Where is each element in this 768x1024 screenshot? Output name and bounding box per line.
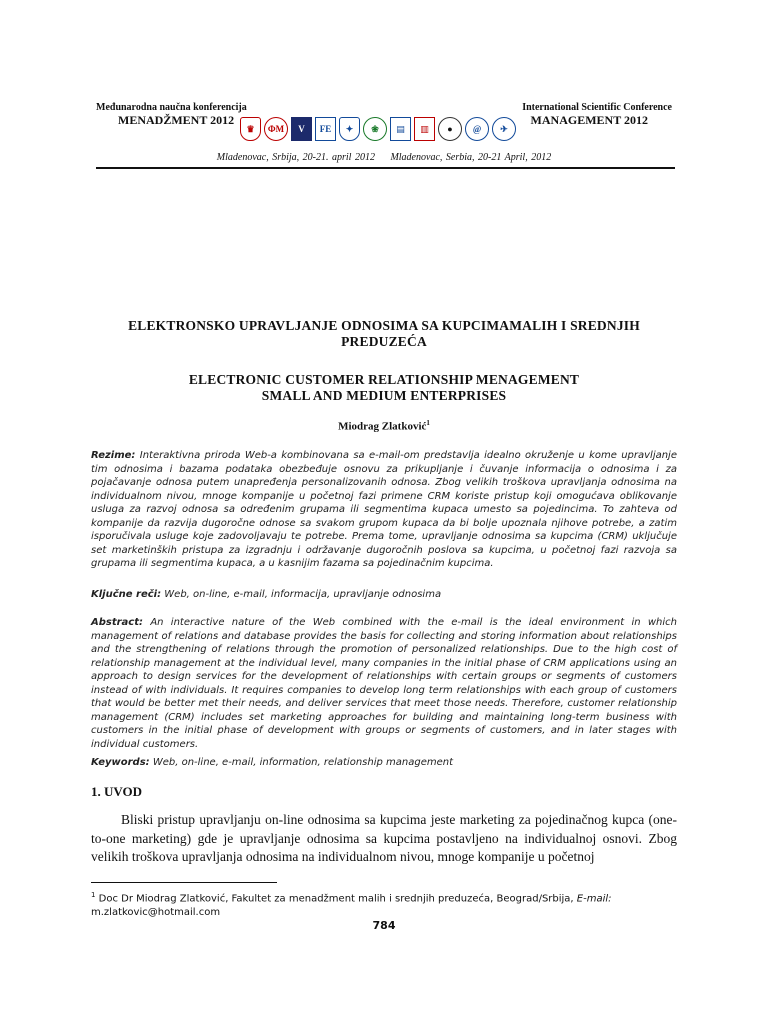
abstract-block: [91, 616, 677, 751]
conference-title-en: MANAGEMENT 2012: [530, 113, 648, 127]
footnote: [91, 888, 677, 920]
conference-dates: [0, 152, 768, 163]
keywords-sr-text: Web, on-line, e-mail, informacija, upravljanje odnosima: [161, 589, 442, 600]
title-sr-line1: ELEKTRONSKO UPRAVLJANJE ODNOSIMA SA KUPCIMAMALIH I SREDNJIH: [128, 318, 640, 333]
header-divider: [96, 167, 675, 169]
wings-emblem-icon: ✈: [492, 117, 516, 141]
author-footnote-mark: 1: [426, 419, 430, 427]
conference-header-sr: [96, 101, 247, 127]
v-logo-icon: V: [291, 117, 312, 141]
page-number: 784: [372, 919, 396, 932]
body-text: Bliski pristup upravljanju on-line odnosima sa kupcima jeste marketing za pojedinačnog kupca (one-to-one marketing) gde je upravljanje odnosima sa kupcima postavljeno na individualnoj osnovi. Zbog velikih troškova upravljanja odnosima na individualnom nivou, mnoge kompanije u početnoj: [91, 812, 677, 864]
e-logo-icon: @: [465, 117, 489, 141]
paper-title-en: [80, 372, 688, 404]
footnote-divider: [91, 882, 277, 883]
sponsor-logos: [240, 112, 516, 146]
conference-header-en: [522, 101, 672, 127]
section-heading: 1. UVOD: [91, 784, 143, 799]
shield-logo-icon: ✦: [339, 117, 360, 141]
title-en-line1: ELECTRONIC CUSTOMER RELATIONSHIP MENAGEMENT: [188, 372, 580, 387]
conference-title-sr: MENADŽMENT 2012: [118, 113, 235, 127]
keywords-en-label: Keywords:: [91, 757, 150, 768]
rezime-block: [91, 449, 677, 571]
conference-name-sr: Međunarodna naučna konferencija: [96, 102, 247, 113]
footnote-text: Doc Dr Miodrag Zlatković, Fakultet za menadžment malih i srednjih preduzeća, Beograd/Srbija,: [95, 893, 577, 905]
author-name-text: Miodrag Zlatković: [338, 420, 427, 433]
abstract-label: Abstract:: [91, 617, 144, 628]
keywords-en-block: [91, 756, 677, 770]
title-en-line2: SMALL AND MEDIUM ENTERPRISES: [261, 388, 507, 403]
title-sr-line2: PREDUZEĆA: [341, 334, 427, 349]
keywords-sr-block: [91, 588, 677, 602]
university-logo-icon: ▥: [414, 117, 435, 141]
round-logo-icon: ●: [438, 117, 462, 141]
rezime-text: Interaktivna priroda Web-a kombinovana sa e-mail-om predstavlja idealno okruženje u kome upravljanje tim odnosima i bazama podataka obezbeđuje osnovu za prikupljanje i čuvanje informacija o odnosima i za pojačavanje odnosa putem unapređenja personalizovanih odnosa. Zbog velikih troškova upravljanja odnosima na individualnom nivou, mnoge kompanije u početnoj fazi primene CRM koriste pristup koji omogućava oblikovanje usluga za razvoj odnosa sa određenim grupama ili segmentima kupaca umesto sa pojedincima. To zahteva od kompanije da razvija dugoročne odnose sa svakom grupom kupaca da bi bolje upoznala njihove potrebe, a zatim isporučivala usluge koje zadovoljavaju te potrebe. Prema tome, upravljanje odnosima sa kupcima (CRM) uključuje set marketinških pristupa za izgradnju i održavanje dugoročnih poslova sa kupcima, u početnoj fazi razvoja sa grupama ili segmentima kupaca, a u kasnijim fazama sa pojedinačnim kupcima.: [91, 450, 677, 569]
body-paragraph: [91, 811, 677, 867]
green-emblem-icon: ❀: [363, 117, 387, 141]
abstract-text: An interactive nature of the Web combined with the e-mail is the ideal environment in which management of relations and database provides the basis for collecting and storing information about relationships and the strengthening of relations through the promotion of personalized relationships. Due to the high cost of relationship management at the individual level, many companies in the initial phase of CRM applications using an approach to design services for the development of relationships with certain groups or segments of customers instead of with individuals. It requires companies to develop long term relationships with each group of customers that would be better met their needs, and deliver services that meet those needs. Therefore, customer relationship management (CRM) includes set marketing approaches for building and maintaining long-term business with customers in the initial phase of development with groups or segments of customers, and in later stages with individual customers.: [91, 617, 677, 750]
rezime-label: Rezime:: [91, 450, 136, 461]
fefa-logo-icon: FE: [315, 117, 336, 141]
paper-title-sr: [80, 318, 688, 350]
date-en: Mladenovac, Serbia, 20-21 April, 2012: [390, 152, 552, 163]
keywords-en-text: Web, on-line, e-mail, information, relationship management: [149, 757, 454, 768]
serbia-coat-of-arms-icon: ♛: [240, 117, 261, 141]
footnote-mark: 1: [91, 891, 96, 899]
author-name: [0, 419, 768, 433]
footnote-email-label: E-mail:: [576, 893, 612, 905]
book-logo-icon: ▤: [390, 117, 411, 141]
faculty-logo-icon: ФМ: [264, 117, 288, 141]
conference-name-en: International Scientific Conference: [522, 102, 672, 113]
keywords-sr-label: Ključne reči:: [91, 589, 162, 600]
date-sr: Mladenovac, Srbija, 20-21. april 2012: [216, 152, 375, 163]
footnote-email[interactable]: m.zlatkovic@hotmail.com: [91, 907, 221, 919]
